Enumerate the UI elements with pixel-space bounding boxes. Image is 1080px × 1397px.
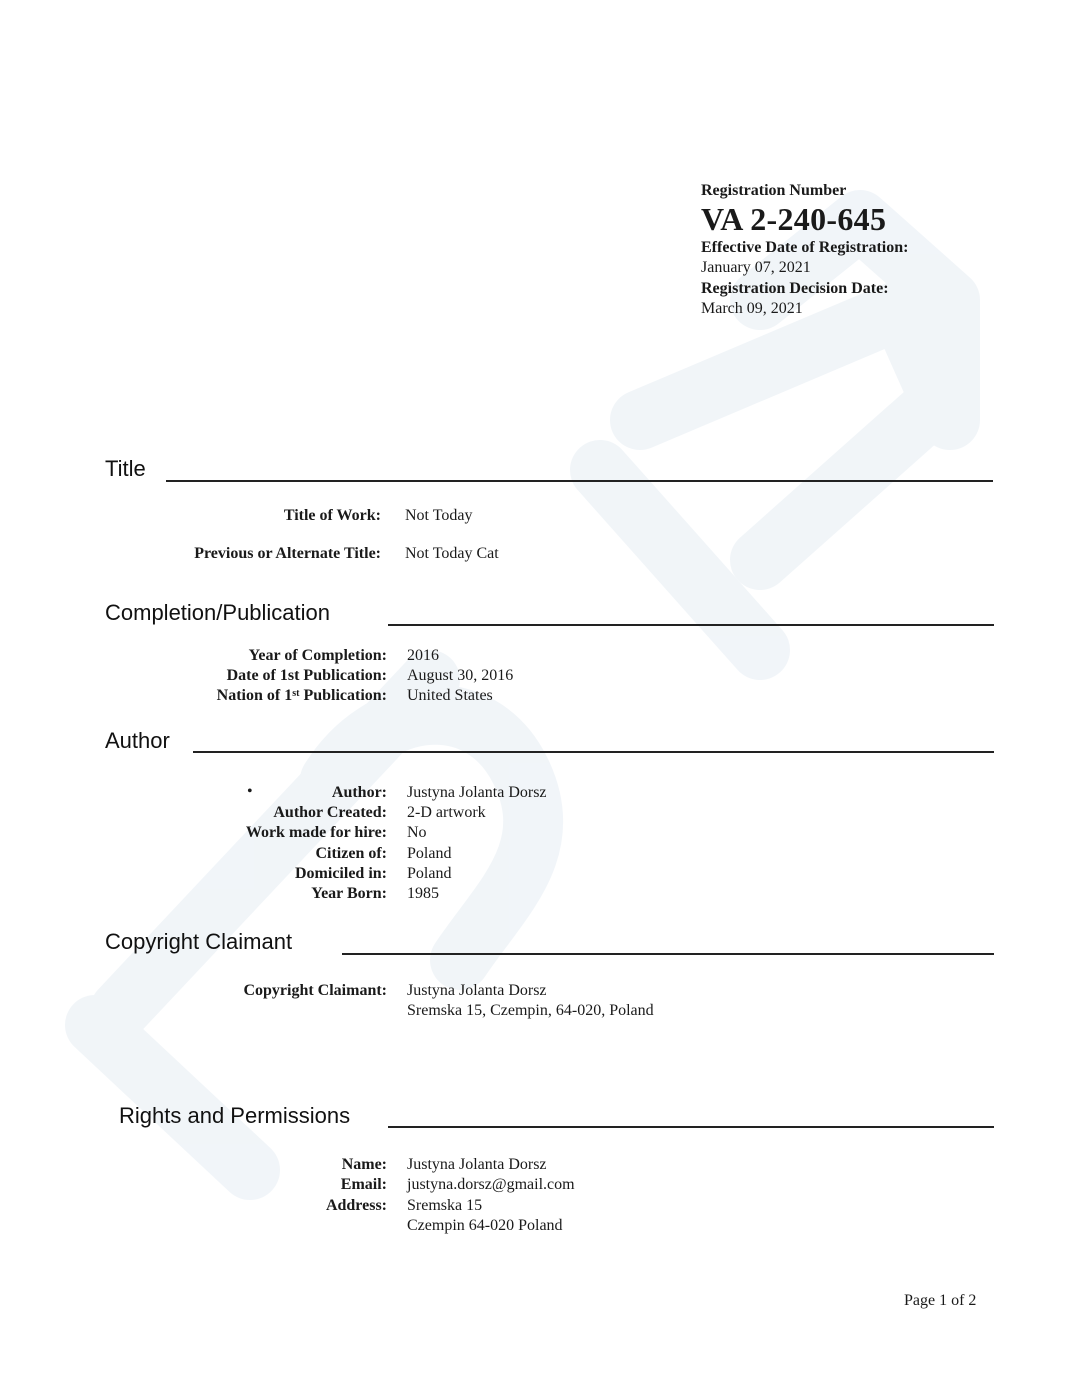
copyright-claimant-name: Justyna Jolanta Dorsz	[407, 982, 547, 999]
first-publication-date-label: Date of 1st Publication:	[226, 667, 387, 684]
domiciled-in-label: Domiciled in:	[295, 865, 387, 882]
title-of-work-label: Title of Work:	[283, 507, 381, 524]
registration-number-label: Registration Number	[701, 182, 847, 199]
citizen-of-value: Poland	[407, 845, 452, 862]
section-heading-rights: Rights and Permissions	[119, 1103, 351, 1128]
citizen-of-label: Citizen of:	[315, 845, 387, 862]
domiciled-in-value: Poland	[407, 865, 452, 882]
effective-date-label: Effective Date of Registration:	[701, 239, 909, 256]
copyright-claimant-label: Copyright Claimant:	[243, 982, 387, 999]
section-heading-author: Author	[105, 728, 170, 753]
effective-date: January 07, 2021	[701, 259, 811, 276]
author-label: Author:	[331, 784, 387, 801]
registration-block	[701, 180, 1021, 319]
year-born-label: Year Born:	[311, 885, 387, 902]
section-rule-claimant	[342, 953, 994, 955]
author-created-value: 2-D artwork	[407, 804, 486, 821]
year-born-value: 1985	[407, 885, 439, 902]
section-heading-claimant: Copyright Claimant	[105, 929, 293, 954]
year-of-completion-label: Year of Completion:	[248, 647, 387, 664]
section-rule-title	[166, 480, 993, 482]
rights-address-label: Address:	[325, 1197, 387, 1214]
rights-email-label: Email:	[340, 1176, 387, 1193]
decision-date-label: Registration Decision Date:	[701, 280, 889, 297]
title-of-work-value: Not Today	[405, 507, 473, 524]
author-bullet: •	[247, 783, 253, 800]
decision-date: March 09, 2021	[701, 300, 803, 317]
rights-address-line1: Sremska 15	[407, 1197, 483, 1214]
alternate-title-label: Previous or Alternate Title:	[194, 545, 381, 562]
rights-address-line2: Czempin 64-020 Poland	[407, 1217, 563, 1234]
section-rule-author	[193, 751, 994, 753]
section-heading-completion: Completion/Publication	[105, 600, 331, 625]
alternate-title-value: Not Today Cat	[405, 545, 499, 562]
work-for-hire-label: Work made for hire:	[245, 824, 387, 841]
first-publication-date-value: August 30, 2016	[407, 667, 514, 684]
author-created-label: Author Created:	[273, 804, 387, 821]
registration-number: VA 2-240-645	[701, 201, 887, 237]
rights-name-value: Justyna Jolanta Dorsz	[407, 1156, 547, 1173]
nation-of-publication-label: Nation of 1st Publication:	[216, 687, 387, 704]
rights-name-label: Name:	[341, 1156, 387, 1173]
year-of-completion-value: 2016	[407, 647, 439, 664]
nation-of-publication-value: United States	[407, 687, 493, 704]
work-for-hire-value: No	[407, 824, 427, 841]
section-rule-rights	[388, 1126, 994, 1128]
rights-email-value: justyna.dorsz@gmail.com	[407, 1176, 575, 1193]
section-heading-title: Title	[105, 456, 146, 481]
copyright-claimant-address: Sremska 15, Czempin, 64-020, Poland	[407, 1002, 654, 1019]
author-value: Justyna Jolanta Dorsz	[407, 784, 547, 801]
page-number: Page 1 of 2	[904, 1292, 977, 1309]
section-rule-completion	[388, 624, 994, 626]
